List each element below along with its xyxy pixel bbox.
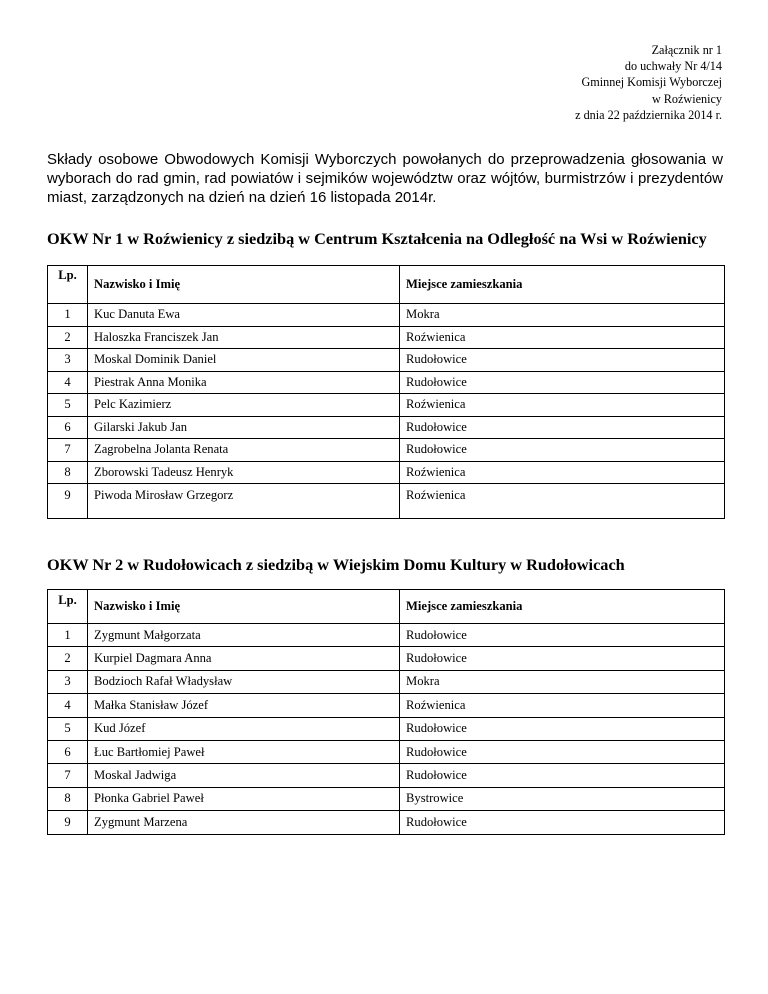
cell-residence: Rudołowice <box>400 647 725 670</box>
table-row <box>48 670 725 693</box>
table-row <box>48 811 725 834</box>
column-header-name: Nazwisko i Imię <box>88 266 400 304</box>
cell-lp: 6 <box>48 740 88 763</box>
table-row <box>48 764 725 787</box>
column-header-name: Nazwisko i Imię <box>88 590 400 624</box>
table-row <box>48 740 725 763</box>
cell-lp: 5 <box>48 717 88 740</box>
cell-residence: Roźwienica <box>400 694 725 717</box>
cell-residence: Rudołowice <box>400 764 725 787</box>
cell-name: Piwoda Mirosław Grzegorz <box>88 484 400 519</box>
section-title-okw-1: OKW Nr 1 w Roźwienicy z siedzibą w Centrum Kształcenia na Odległość na Wsi w Roźwienicy <box>47 229 707 248</box>
column-header-residence: Miejsce zamieszkania <box>400 266 725 304</box>
cell-lp: 1 <box>48 624 88 647</box>
cell-name: Płonka Gabriel Paweł <box>88 787 400 810</box>
table-row <box>48 484 725 519</box>
cell-residence: Roźwienica <box>400 461 725 484</box>
cell-residence: Rudołowice <box>400 416 725 439</box>
cell-residence: Roźwienica <box>400 394 725 417</box>
cell-residence: Roźwienica <box>400 326 725 349</box>
header-line: w Roźwienicy <box>651 91 722 106</box>
table-row <box>48 694 725 717</box>
cell-residence: Rudołowice <box>400 624 725 647</box>
cell-name: Zygmunt Małgorzata <box>88 624 400 647</box>
table-row <box>48 624 725 647</box>
table-row <box>48 394 725 417</box>
cell-lp: 1 <box>48 304 88 327</box>
cell-residence: Rudołowice <box>400 439 725 462</box>
table-row <box>48 787 725 810</box>
table-row <box>48 304 725 327</box>
cell-name: Moskal Jadwiga <box>88 764 400 787</box>
header-line: do uchwały Nr 4/14 <box>624 59 722 74</box>
cell-name: Kurpiel Dagmara Anna <box>88 647 400 670</box>
cell-name: Kuc Danuta Ewa <box>88 304 400 327</box>
table-row <box>48 326 725 349</box>
column-header-residence: Miejsce zamieszkania <box>400 590 725 624</box>
cell-lp: 3 <box>48 349 88 372</box>
cell-name: Pelc Kazimierz <box>88 394 400 417</box>
cell-lp: 2 <box>48 647 88 670</box>
table-row <box>48 371 725 394</box>
table-row <box>48 349 725 372</box>
cell-name: Zborowski Tadeusz Henryk <box>88 461 400 484</box>
cell-name: Kud Józef <box>88 717 400 740</box>
cell-lp: 8 <box>48 787 88 810</box>
attachment-header <box>422 42 722 123</box>
header-line: z dnia 22 października 2014 r. <box>575 107 722 122</box>
cell-name: Bodzioch Rafał Władysław <box>88 670 400 693</box>
cell-lp: 8 <box>48 461 88 484</box>
column-header-lp: Lp. <box>48 266 88 304</box>
cell-lp: 5 <box>48 394 88 417</box>
table-header-row <box>48 590 725 624</box>
cell-residence: Rudołowice <box>400 740 725 763</box>
cell-lp: 7 <box>48 439 88 462</box>
cell-lp: 9 <box>48 811 88 834</box>
cell-residence: Rudołowice <box>400 717 725 740</box>
cell-lp: 2 <box>48 326 88 349</box>
members-table-okw-2 <box>47 589 725 835</box>
cell-name: Małka Stanisław Józef <box>88 694 400 717</box>
cell-residence: Mokra <box>400 304 725 327</box>
column-header-lp: Lp. <box>48 590 88 624</box>
cell-residence: Mokra <box>400 670 725 693</box>
cell-name: Zygmunt Marzena <box>88 811 400 834</box>
cell-name: Łuc Bartłomiej Paweł <box>88 740 400 763</box>
table-row <box>48 416 725 439</box>
cell-residence: Rudołowice <box>400 371 725 394</box>
cell-residence: Bystrowice <box>400 787 725 810</box>
cell-name: Haloszka Franciszek Jan <box>88 326 400 349</box>
cell-lp: 4 <box>48 371 88 394</box>
cell-lp: 4 <box>48 694 88 717</box>
cell-residence: Roźwienica <box>400 484 725 519</box>
table-row <box>48 439 725 462</box>
cell-lp: 7 <box>48 764 88 787</box>
cell-lp: 9 <box>48 484 88 519</box>
cell-name: Piestrak Anna Monika <box>88 371 400 394</box>
cell-lp: 3 <box>48 670 88 693</box>
cell-name: Zagrobelna Jolanta Renata <box>88 439 400 462</box>
header-line: Załącznik nr 1 <box>651 43 722 57</box>
cell-lp: 6 <box>48 416 88 439</box>
intro-paragraph: Składy osobowe Obwodowych Komisji Wyborczych powołanych do przeprowadzenia głosowania w wyborach do rad gmin, rad powiatów i sejmików województw oraz wójtów, burmistrzów i prezydentów miast, zarządzonych na dzień na dzień 16 listopada 2014r. <box>47 151 723 206</box>
cell-residence: Rudołowice <box>400 349 725 372</box>
table-header-row <box>48 266 725 304</box>
cell-residence: Rudołowice <box>400 811 725 834</box>
cell-name: Moskal Dominik Daniel <box>88 349 400 372</box>
table-row <box>48 461 725 484</box>
section-title-okw-2: OKW Nr 2 w Rudołowicach z siedzibą w Wiejskim Domu Kultury w Rudołowicach <box>47 555 625 574</box>
table-row <box>48 647 725 670</box>
members-table-okw-1 <box>47 265 725 519</box>
table-row <box>48 717 725 740</box>
cell-name: Gilarski Jakub Jan <box>88 416 400 439</box>
header-line: Gminnej Komisji Wyborczej <box>581 75 722 90</box>
